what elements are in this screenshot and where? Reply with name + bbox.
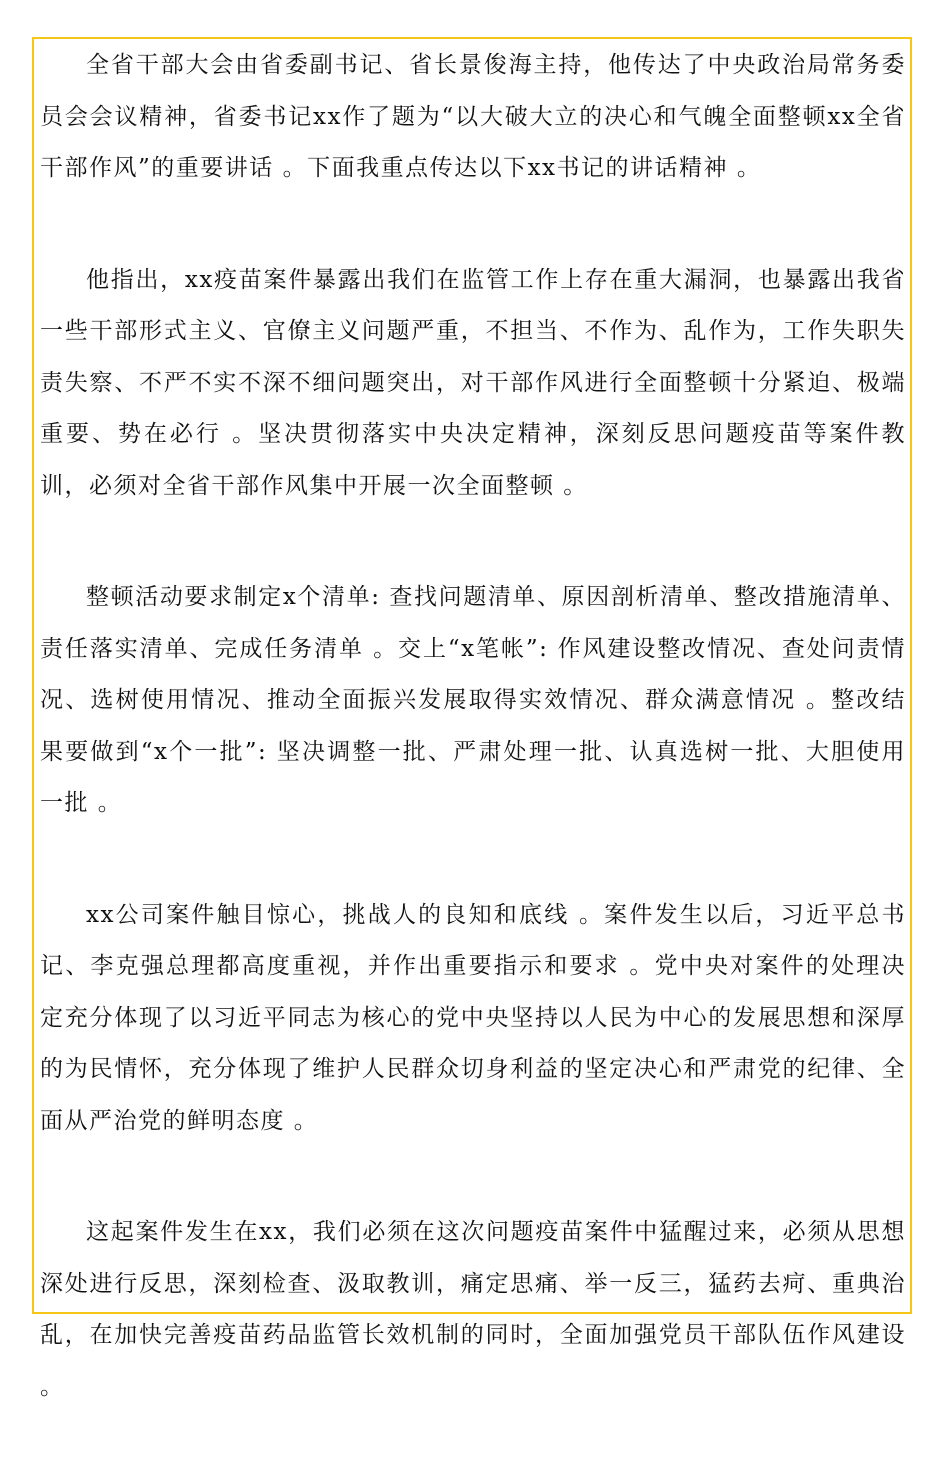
document-body: [40, 40, 906, 1473]
paragraph-4: xx公司案件触目惊心，挑战人的良知和底线 。案件发生以后，习近平总书记、李克强总理都高度重视，并作出重要指示和要求 。党中央对案件的处理决定充分体现了以习近平同志为核心的党中央坚持以人民为中心的发展思想和深厚的为民情怀，充分体现了维护人民群众切身利益的坚定决心和严肃党的纪律、全面从严治党的鲜明态度 。: [40, 901, 906, 1134]
paragraph-2: 他指出，xx疫苗案件暴露出我们在监管工作上存在重大漏洞，也暴露出我省一些干部形式主义、官僚主义问题严重，不担当、不作为、乱作为，工作失职失责失察、不严不实不深不细问题突出，对干部作风进行全面整顿十分紧迫、极端重要、势在必行 。坚决贯彻落实中央决定精神，深刻反思问题疫苗等案件教训，必须对全省干部作风集中开展一次全面整顿 。: [40, 266, 906, 499]
paragraph-3: 整顿活动要求制定x个清单: 查找问题清单、原因剖析清单、整改措施清单、责任落实清单、完成任务清单 。交上“x笔帐”: 作风建设整改情况、查处问责情况、选树使用情况、推动全面振兴发展取得实效情况、群众满意情况 。整改结果要做到“x个一批”: 坚决调整一批、严肃处理一批、认真选树一批、大胆使用一批 。: [40, 584, 906, 816]
paragraph-5: 这起案件发生在xx，我们必须在这次问题疫苗案件中猛醒过来，必须从思想深处进行反思，深刻检查、汲取教训，痛定思痛、举一反三，猛药去疴、重典治乱，在加快完善疫苗药品监管长效机制的同时，全面加强党员干部队伍作风建设 。: [40, 1219, 906, 1400]
paragraph-1: 全省干部大会由省委副书记、省长景俊海主持，他传达了中央政治局常务委员会会议精神，省委书记xx作了题为“以大破大立的决心和气魄全面整顿xx全省干部作风”的重要讲话 。下面我重点传达以下xx书记的讲话精神 。: [40, 52, 906, 181]
